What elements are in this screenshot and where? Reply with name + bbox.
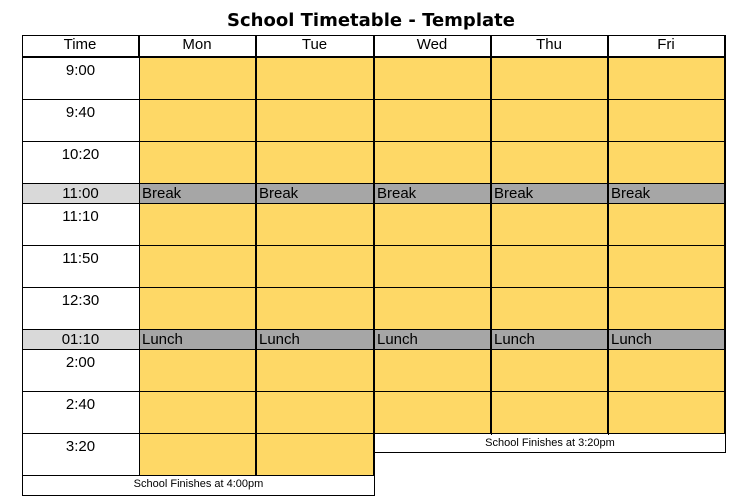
break-cell: Lunch bbox=[608, 330, 725, 349]
lesson-slot[interactable] bbox=[256, 142, 374, 183]
grid-line bbox=[608, 35, 609, 435]
time-cell: 11:10 bbox=[22, 204, 139, 245]
lesson-slot[interactable] bbox=[491, 392, 608, 433]
lesson-slot[interactable] bbox=[139, 100, 256, 141]
break-cell: Break bbox=[256, 184, 374, 203]
grid-line bbox=[139, 35, 140, 476]
lesson-slot[interactable] bbox=[608, 350, 725, 391]
finish-note-early: School Finishes at 3:20pm bbox=[374, 434, 726, 452]
lesson-slot[interactable] bbox=[374, 288, 491, 329]
break-cell: Break bbox=[608, 184, 725, 203]
lesson-slot[interactable] bbox=[139, 204, 256, 245]
header-fri: Fri bbox=[608, 35, 725, 56]
lesson-slot[interactable] bbox=[256, 434, 374, 475]
lesson-slot[interactable] bbox=[608, 288, 725, 329]
finish-note-late: School Finishes at 4:00pm bbox=[22, 475, 375, 495]
grid-line bbox=[22, 495, 375, 496]
time-cell: 2:00 bbox=[22, 350, 139, 391]
grid-line bbox=[22, 475, 375, 476]
lesson-slot[interactable] bbox=[139, 246, 256, 287]
header-thu: Thu bbox=[491, 35, 608, 56]
time-cell: 9:00 bbox=[22, 58, 139, 99]
break-cell: Lunch bbox=[374, 330, 491, 349]
grid-line bbox=[374, 35, 375, 496]
lesson-slot[interactable] bbox=[491, 58, 608, 99]
lesson-slot[interactable] bbox=[256, 100, 374, 141]
lesson-slot[interactable] bbox=[491, 204, 608, 245]
lesson-slot[interactable] bbox=[374, 246, 491, 287]
lesson-slot[interactable] bbox=[256, 350, 374, 391]
lesson-slot[interactable] bbox=[139, 58, 256, 99]
lesson-slot[interactable] bbox=[374, 58, 491, 99]
lesson-slot[interactable] bbox=[374, 142, 491, 183]
lesson-slot[interactable] bbox=[374, 204, 491, 245]
header-tue: Tue bbox=[256, 35, 374, 56]
break-cell: Lunch bbox=[491, 330, 608, 349]
lesson-slot[interactable] bbox=[608, 100, 725, 141]
lesson-slot[interactable] bbox=[491, 142, 608, 183]
break-cell: Lunch bbox=[139, 330, 256, 349]
time-cell: 2:40 bbox=[22, 392, 139, 433]
lesson-slot[interactable] bbox=[139, 288, 256, 329]
lesson-slot[interactable] bbox=[256, 58, 374, 99]
lesson-slot[interactable] bbox=[256, 246, 374, 287]
grid-line bbox=[725, 35, 726, 453]
header-wed: Wed bbox=[374, 35, 491, 56]
page-title: School Timetable - Template bbox=[227, 10, 515, 31]
grid-line bbox=[22, 35, 23, 496]
lesson-slot[interactable] bbox=[256, 204, 374, 245]
time-cell: 10:20 bbox=[22, 142, 139, 183]
lesson-slot[interactable] bbox=[139, 434, 256, 475]
lesson-slot[interactable] bbox=[374, 392, 491, 433]
grid-line bbox=[256, 35, 257, 476]
break-cell: Break bbox=[491, 184, 608, 203]
lesson-slot[interactable] bbox=[608, 142, 725, 183]
lesson-slot[interactable] bbox=[256, 288, 374, 329]
time-cell: 3:20 bbox=[22, 434, 139, 475]
lesson-slot[interactable] bbox=[491, 100, 608, 141]
lesson-slot[interactable] bbox=[608, 246, 725, 287]
break-cell: Break bbox=[374, 184, 491, 203]
time-cell: 9:40 bbox=[22, 100, 139, 141]
lesson-slot[interactable] bbox=[374, 100, 491, 141]
lesson-slot[interactable] bbox=[139, 142, 256, 183]
lesson-slot[interactable] bbox=[491, 288, 608, 329]
lesson-slot[interactable] bbox=[139, 350, 256, 391]
time-cell: 11:50 bbox=[22, 246, 139, 287]
lesson-slot[interactable] bbox=[608, 58, 725, 99]
lesson-slot[interactable] bbox=[491, 350, 608, 391]
break-cell: Lunch bbox=[256, 330, 374, 349]
header-mon: Mon bbox=[139, 35, 256, 56]
lesson-slot[interactable] bbox=[256, 392, 374, 433]
grid-line bbox=[374, 452, 726, 453]
lesson-slot[interactable] bbox=[139, 392, 256, 433]
lesson-slot[interactable] bbox=[608, 204, 725, 245]
header-time: Time bbox=[22, 35, 139, 56]
time-cell: 11:00 bbox=[22, 184, 139, 203]
lesson-slot[interactable] bbox=[374, 350, 491, 391]
break-cell: Break bbox=[139, 184, 256, 203]
lesson-slot[interactable] bbox=[491, 246, 608, 287]
time-cell: 01:10 bbox=[22, 330, 139, 349]
lesson-slot[interactable] bbox=[608, 392, 725, 433]
grid-line bbox=[491, 35, 492, 435]
time-cell: 12:30 bbox=[22, 288, 139, 329]
